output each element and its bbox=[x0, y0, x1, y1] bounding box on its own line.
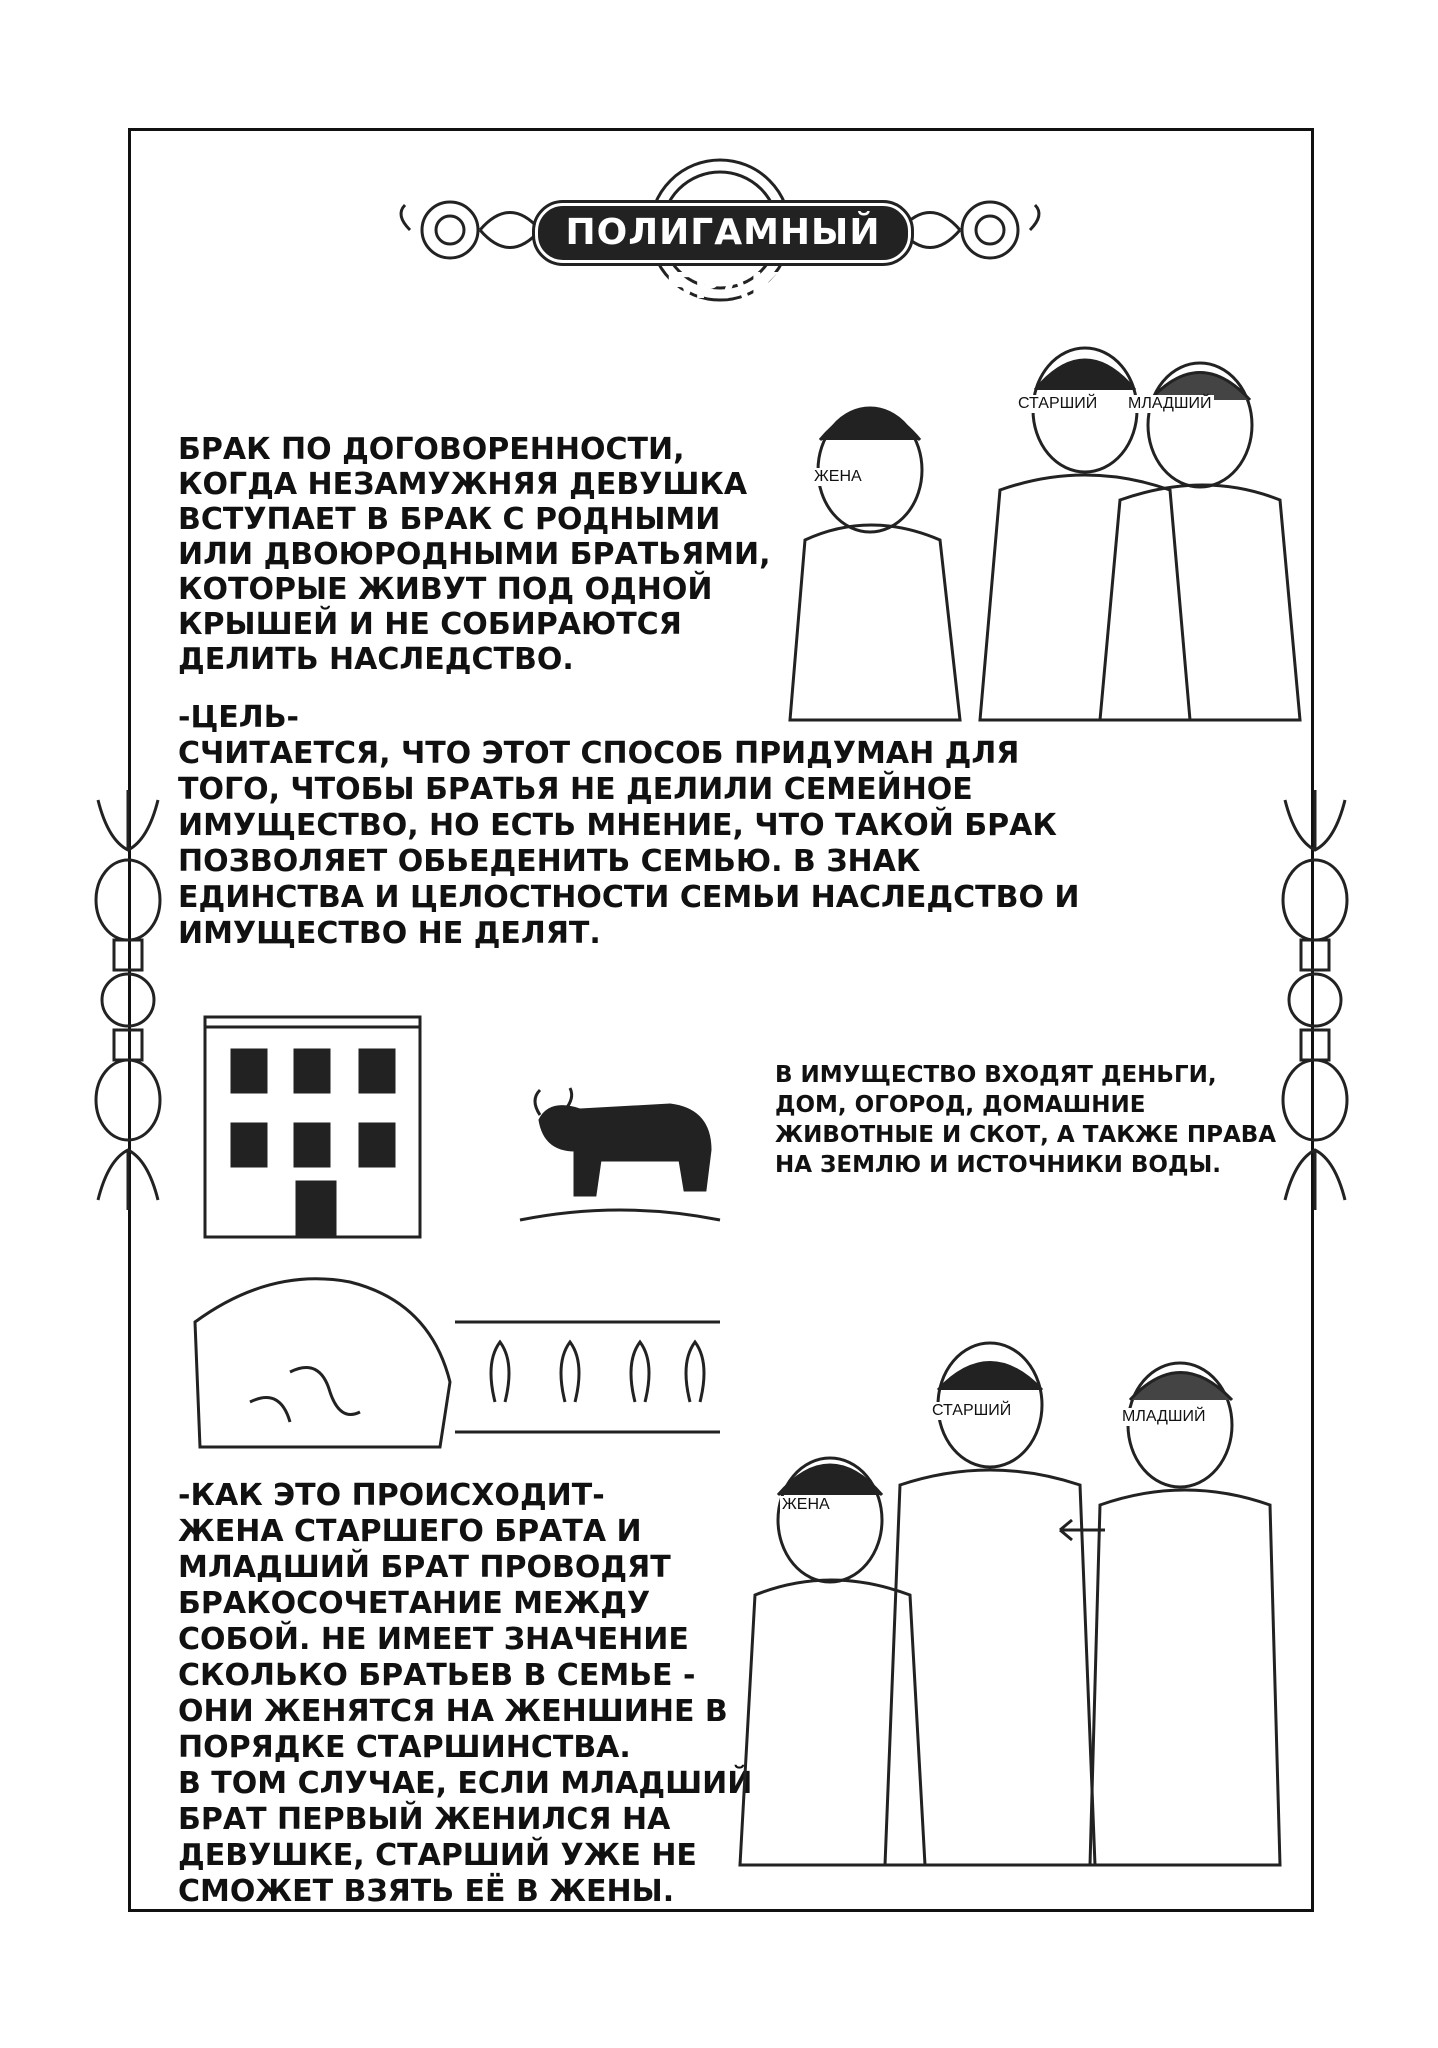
title-banner bbox=[400, 155, 1040, 305]
assets-text: В ИМУЩЕСТВО ВХОДЯТ ДЕНЬГИ, ДОМ, ОГОРОД, ДОМАШНИЕ ЖИВОТНЫЕ И СКОТ, А ТАКЖЕ ПРАВА НА ЗЕМЛЮ И ИСТОЧНИКИ ВОДЫ. bbox=[775, 1062, 1277, 1178]
garden-icon bbox=[455, 1302, 720, 1442]
yak-icon bbox=[520, 1080, 720, 1230]
family-illustration-bottom bbox=[720, 1345, 1310, 1875]
goal-text: -ЦЕЛЬ- СЧИТАЕТСЯ, ЧТО ЭТОТ СПОСОБ ПРИДУМАН ДЛЯ ТОГО, ЧТОБЫ БРАТЬЯ НЕ ДЕЛИЛИ СЕМЕЙНОЕ ИМУЩЕСТВО, НО ЕСТЬ МНЕНИЕ, ЧТО ТАКОЙ БРАК ПОЗВОЛЯЕТ ОБЬЕДЕНИТЬ СЕМЬЮ. В ЗНАК ЕДИНСТВА И ЦЕЛОСТНОСТИ СЕМЬИ НАСЛЕДСТВО И ИМУЩЕСТВО НЕ ДЕЛЯТ. bbox=[178, 700, 1080, 951]
label-wife-top: ЖЕНА bbox=[814, 468, 862, 485]
label-younger-top: МЛАДШИЙ bbox=[1128, 395, 1212, 412]
vajra-icon bbox=[88, 790, 168, 1210]
field-icon bbox=[190, 1262, 455, 1452]
intro-text: БРАК ПО ДОГОВОРЕННОСТИ, КОГДА НЕЗАМУЖНЯЯ ДЕВУШКА ВСТУПАЕТ В БРАК С РОДНЫМИ ИЛИ ДВОЮРОДНЫМИ БРАТЬЯМИ, КОТОРЫЕ ЖИВУТ ПОД ОДНОЙ КРЫШЕЙ И НЕ СОБИРАЮТСЯ ДЕЛИТЬ НАСЛЕДСТВО. bbox=[178, 432, 771, 677]
house-icon bbox=[200, 1002, 430, 1242]
label-wife-bottom: ЖЕНА bbox=[782, 1496, 830, 1513]
label-elder-bottom: СТАРШИЙ bbox=[932, 1402, 1012, 1419]
label-younger-bottom: МЛАДШИЙ bbox=[1122, 1408, 1206, 1425]
label-elder-top: СТАРШИЙ bbox=[1018, 395, 1098, 412]
vajra-icon bbox=[1275, 790, 1355, 1210]
process-text: -КАК ЭТО ПРОИСХОДИТ- ЖЕНА СТАРШЕГО БРАТА И МЛАДШИЙ БРАТ ПРОВОДЯТ БРАКОСОЧЕТАНИЕ МЕЖДУ СОБОЙ. НЕ ИМЕЕТ ЗНАЧЕНИЕ СКОЛЬКО БРАТЬЕВ В СЕМЬЕ - ОНИ ЖЕНЯТСЯ НА ЖЕНШИНЕ В ПОРЯДКЕ СТАРШИНСТВА. В ТОМ СЛУЧАЕ, ЕСЛИ МЛАДШИЙ БРАТ ПЕРВЫЙ ЖЕНИЛСЯ НА ДЕВУШКЕ, СТАРШИЙ УЖЕ НЕ СМОЖЕТ ВЗЯТЬ ЕЁ В ЖЕНЫ. bbox=[178, 1478, 753, 1909]
page-title: ПОЛИГАМНЫЙ БРАК bbox=[535, 203, 911, 263]
family-illustration-top bbox=[760, 330, 1320, 720]
